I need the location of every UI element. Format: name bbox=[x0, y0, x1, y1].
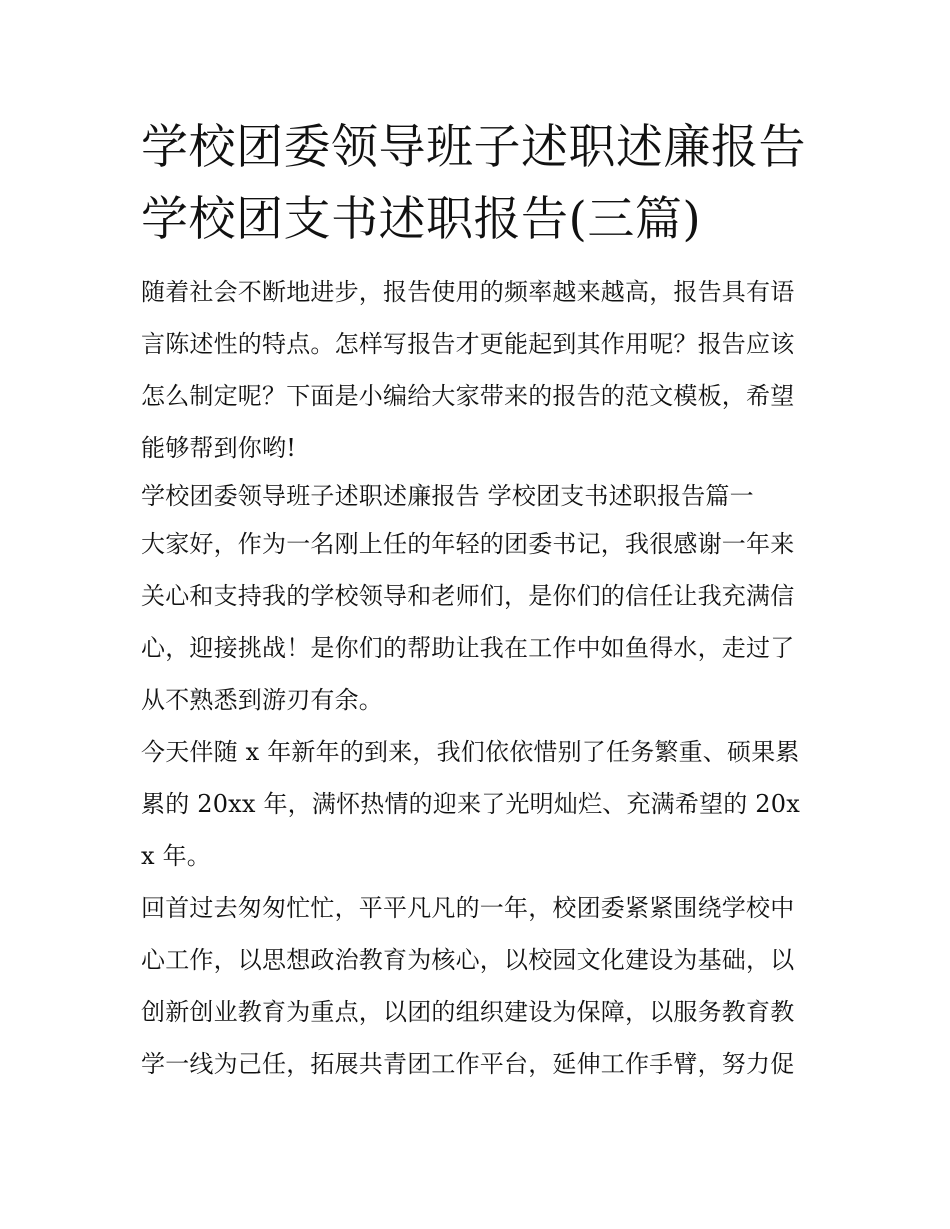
body-paragraph-new-year: 今天伴随 x 年新年的到来，我们依依惜别了任务繁重、硕果累累的 20xx 年，满怀热情的迎来了光明灿烂、充满希望的 20xx 年。 bbox=[141, 738, 800, 870]
section-heading: 学校团委领导班子述职述廉报告 学校团支书述职报告篇一 bbox=[141, 482, 754, 510]
body-paragraph-greeting: 大家好，作为一名刚上任的年轻的团委书记，我很感谢一年来关心和支持我的学校领导和老师们，是你们的信任让我充满信心，迎接挑战！是你们的帮助让我在工作中如鱼得水，走过了从不熟悉到游刃有余。 bbox=[141, 530, 795, 714]
body-paragraph-review: 回首过去匆匆忙忙，平平凡凡的一年，校团委紧紧围绕学校中心工作，以思想政治教育为核心，以校园文化建设为基础，以创新创业教育为重点，以团的组织建设为保障，以服务教育教学一线为己任，拓展共青团工作平台，延伸工作手臂，努力促 bbox=[141, 894, 795, 1078]
document-title: 学校团委领导班子述职述廉报告 学校团支书述职报告(三篇) bbox=[141, 120, 806, 247]
intro-paragraph: 随着社会不断地进步，报告使用的频率越来越高，报告具有语言陈述性的特点。怎样写报告才更能起到其作用呢？报告应该怎么制定呢？下面是小编给大家带来的报告的范文模板，希望能够帮到你哟! bbox=[141, 278, 795, 462]
document-body bbox=[141, 112, 813, 1090]
